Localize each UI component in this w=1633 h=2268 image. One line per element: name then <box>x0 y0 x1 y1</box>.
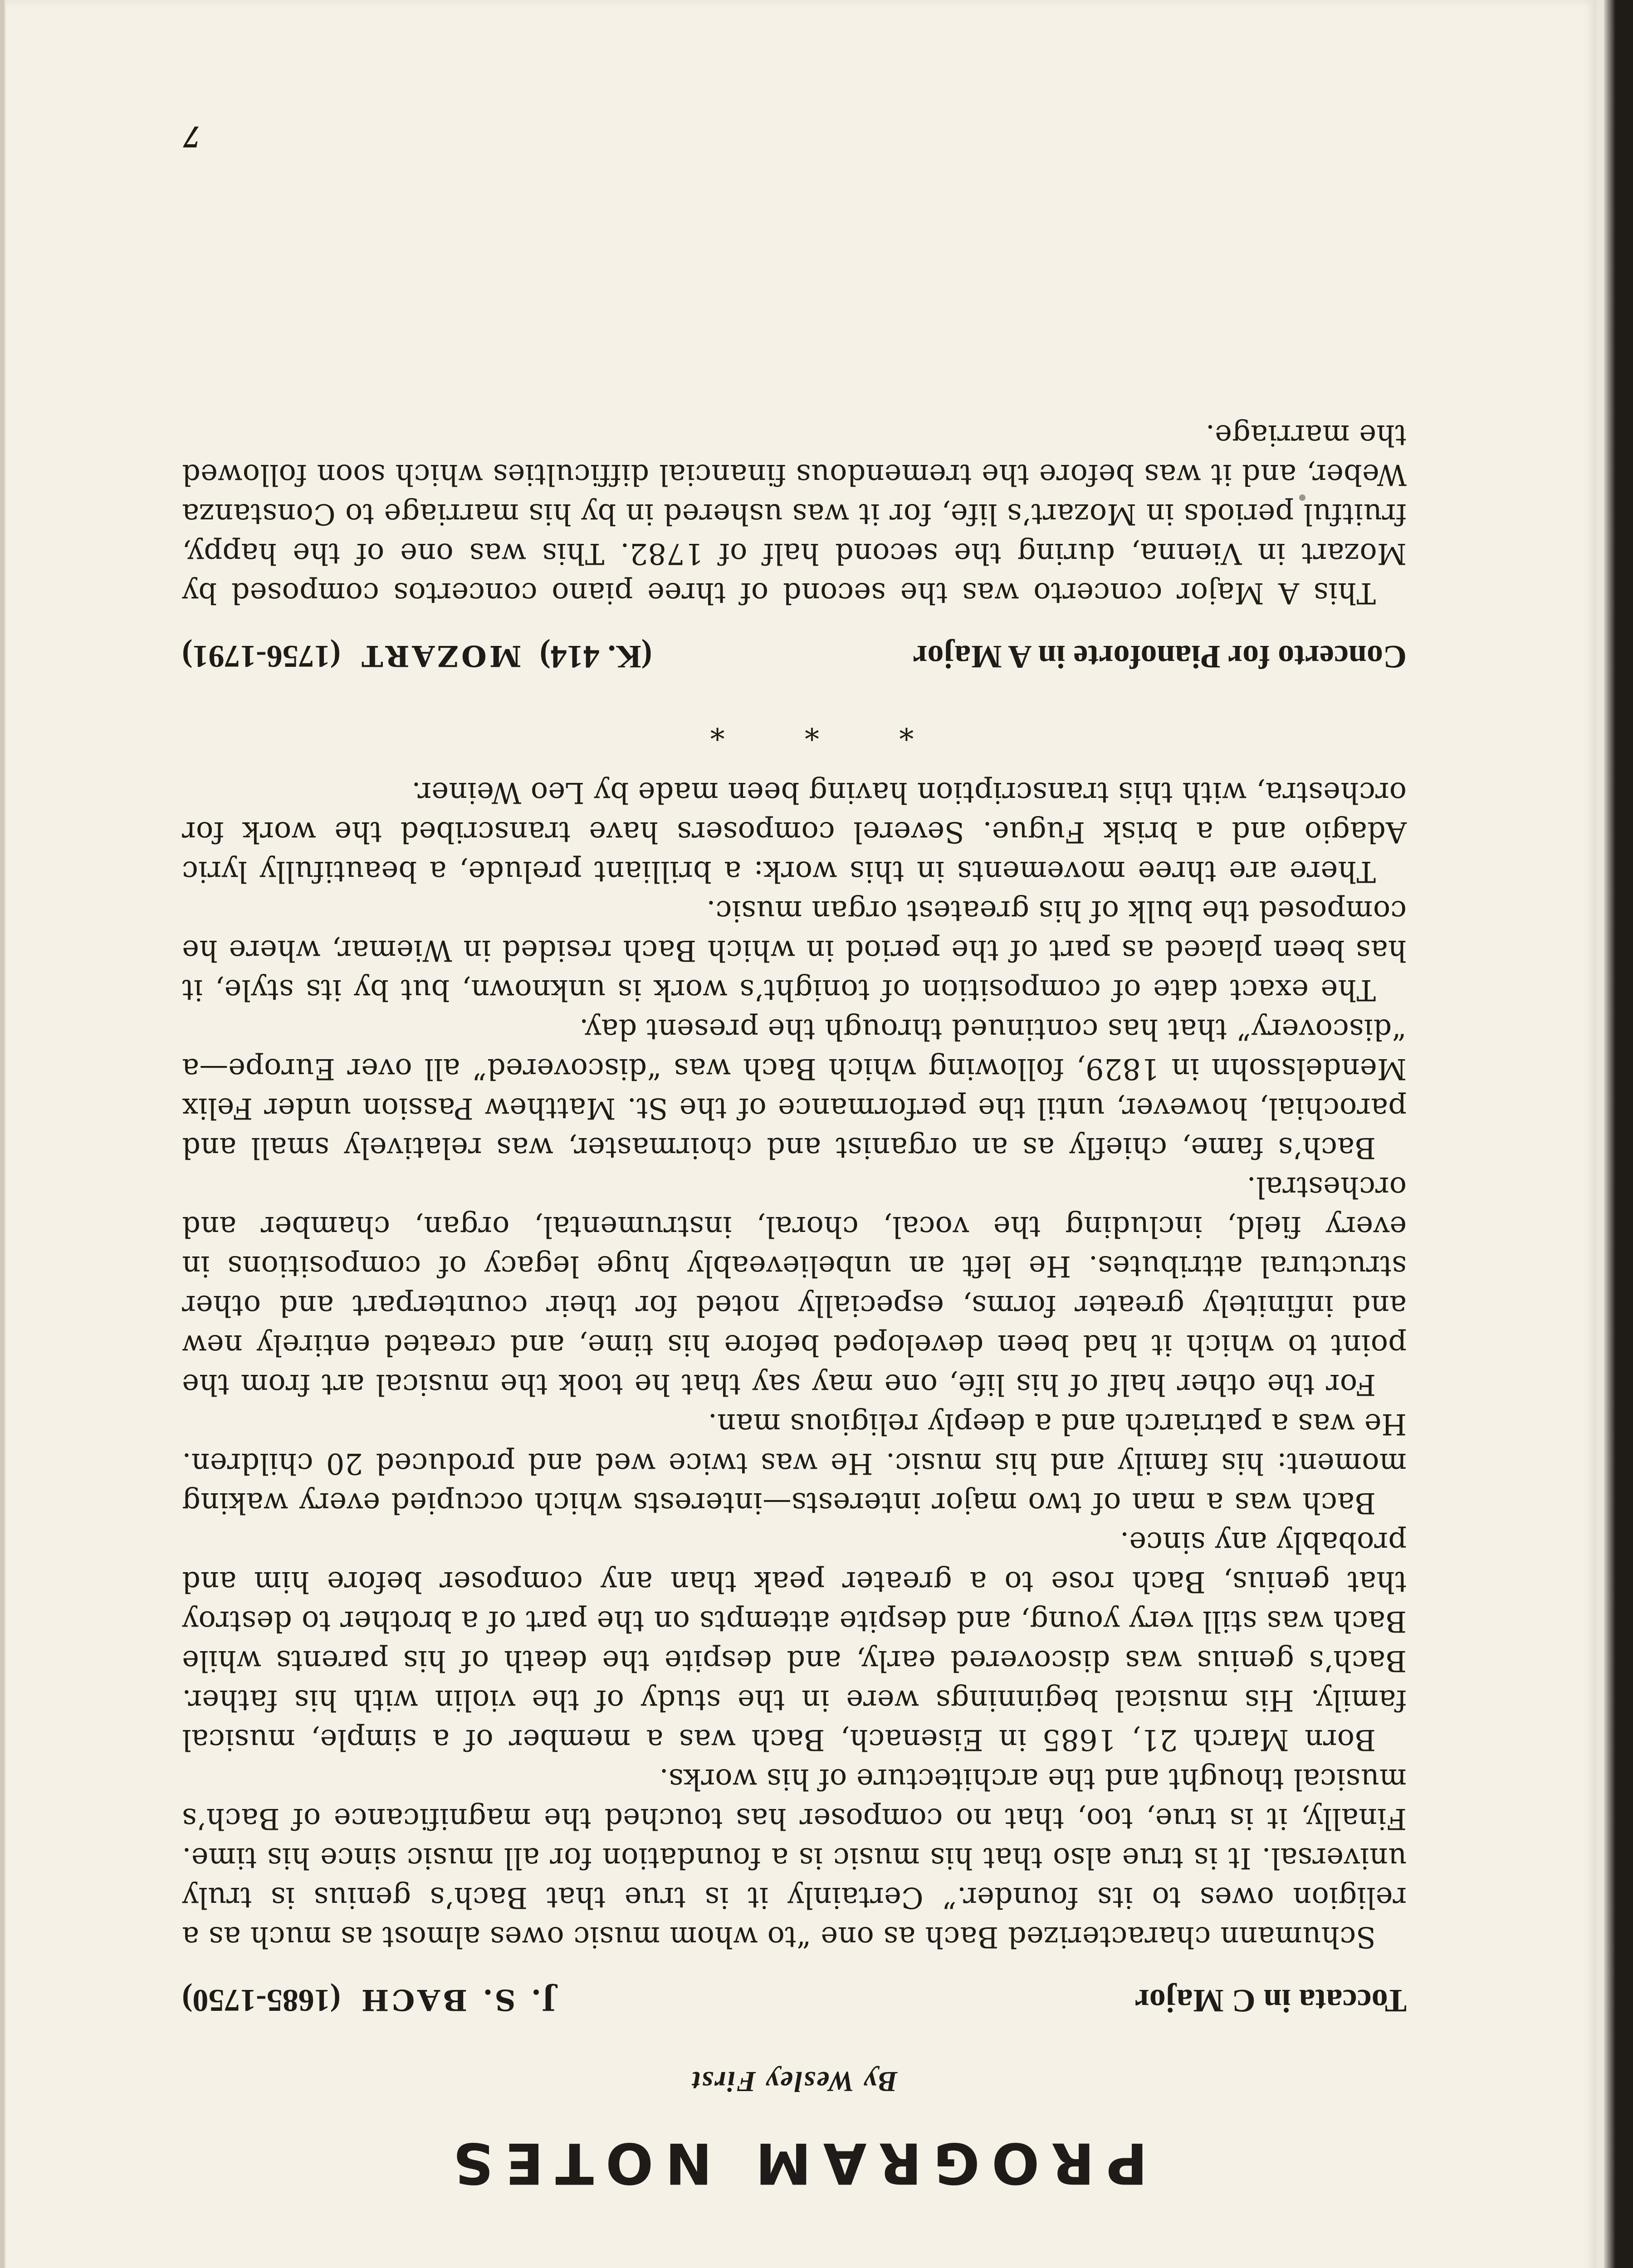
paragraph: This A Major concerto was the second of three piano concertos composed by Mozart in Vienna, during the second half of 1782. This was one of the happy, fruitful periods in Mozart’s life, for it was ushered in by his marriage to Constanza Weber, and it was before the tremendous financial difficulties which soon followed the marriage. <box>182 419 1407 610</box>
composer-name: J. S. BACH <box>358 1983 556 2017</box>
program-page <box>6 0 1596 2268</box>
page-number: 7 <box>184 119 200 154</box>
upside-down-content <box>6 0 1596 2268</box>
author-byline: By Wesley First <box>691 2066 898 2098</box>
text-column <box>182 415 1407 2195</box>
paragraph: The exact date of composition of tonight’s work is unknown, but by its style, it has been placed as part of the period in which Bach resided in Wiemar, where he composed the bulk of his greatest organ music. <box>182 894 1407 1007</box>
paragraph: There are three movements in this work: a brilliant prelude, a beautifully lyric Adagio and a brisk Fugue. Severel composers have transcribed the work for orchestra, with this transcription having been made by Leo Weiner. <box>182 776 1407 889</box>
section-separator: * * * <box>675 712 914 746</box>
composer-line <box>182 640 652 673</box>
catalog-number: (K. 414) <box>539 639 652 675</box>
page-left-edge <box>0 0 5 2268</box>
binding-shadow <box>1604 0 1633 2268</box>
paragraph: Bach was a man of two major interests—interests which occupied every waking moment: his family and his music. He was twice wed and produced 20 children. He was a patriarch and a deeply religious man. <box>182 1408 1407 1520</box>
paragraph: For the other half of his life, one may say that he took the musical art from the point to which it had been developed before his time, and created entirely new and infinitely greater forms, especially noted for their counterpart and other structural attributes. He left an unbelieveably huge legacy of compositions in every field, including the vocal, choral, instrumental, organ, chamber and orchestral. <box>182 1171 1407 1402</box>
piece-heading-mozart <box>182 640 1407 673</box>
composer-line <box>182 1984 555 2016</box>
page-title: PROGRAM NOTES <box>441 2130 1148 2195</box>
paragraph: Bach’s fame, chiefly as an organist and choirmaster, was relatively small and parochial, however, until the performance of the St. Matthew Passion under Felix Mendelssohn in 1829, following which Bach was “discovered” all over Europe—a “discovery” that has continued through the present day. <box>182 1013 1407 1165</box>
composer-dates: (1685-1750) <box>182 1983 341 2018</box>
composer-name: MOZART <box>358 639 522 673</box>
piece-heading-bach <box>182 1984 1407 2017</box>
piece-title: Concerto for Pianoforte in A Major <box>913 639 1407 675</box>
paragraph: Schumann characterized Bach as one “to whom music owes almost as much as a religion owes to its founder.” Certainly it is true that Bach’s genius is truly universal. It is true also that his music is a foundation for all music since his time. Finally, it is true, too, that no composer has touched the magnificance of Bach’s musical thought and the architecture of his works. <box>182 1763 1407 1954</box>
piece-title: Toccata in C Major <box>1134 1983 1407 2019</box>
paragraph: Born March 21, 1685 in Eisenach, Bach was a member of a simple, musical family. His musical beginnings were in the study of the violin with his father. Bach’s genius was discovered early, and despite the death of his parents while Bach was still very young, and despite attempts on the part of a brother to destroy that genius, Bach rose to a greater peak than any composer before him and probably any since. <box>182 1526 1407 1757</box>
composer-dates: (1756-1791) <box>182 639 341 674</box>
